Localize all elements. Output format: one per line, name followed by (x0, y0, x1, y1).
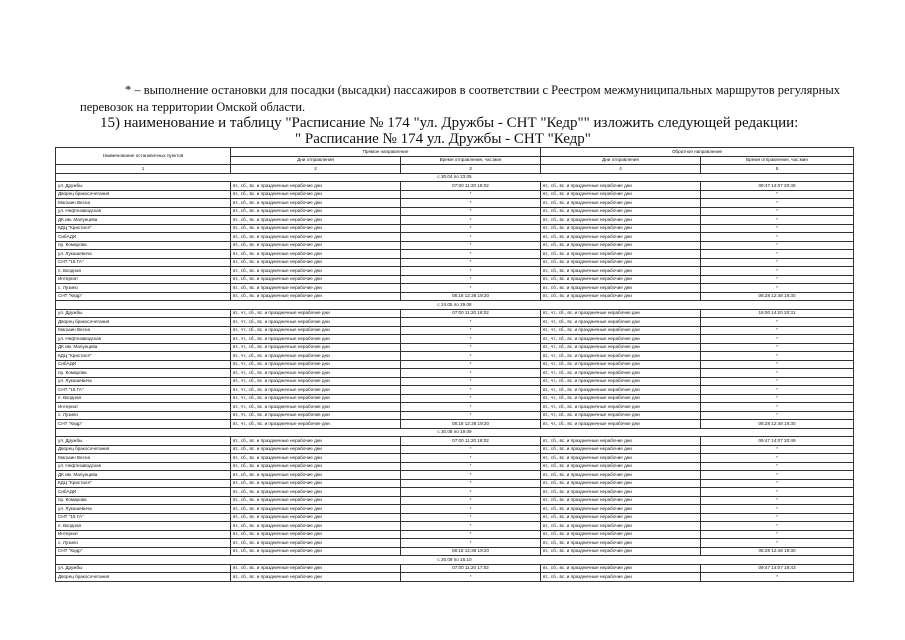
time-backward: 09:47 14:07 19:43 (701, 564, 854, 573)
days-backward: вт., чт., сб., вс. и праздничные нерабочие дни (541, 420, 701, 429)
time-backward: * (701, 377, 854, 386)
table-row (56, 513, 854, 522)
time-forward: * (401, 369, 541, 378)
stop-name: п. Входная (56, 267, 231, 276)
table-row (56, 292, 854, 301)
time-forward: * (401, 513, 541, 522)
days-forward: вт., сб., вс. и праздничные нерабочие дни (231, 573, 401, 582)
days-backward: вт., сб., вс. и праздничные нерабочие дни (541, 573, 701, 582)
table-row (56, 199, 854, 208)
column-number: 1 (56, 165, 231, 174)
days-backward: вт., чт., сб., вс. и праздничные нерабочие дни (541, 394, 701, 403)
table-row (56, 547, 854, 556)
days-forward: вт., сб., вс. и праздничные нерабочие дни (231, 547, 401, 556)
stop-name: с. Лузино (56, 539, 231, 548)
stop-name: ДК им. Малунцева (56, 471, 231, 480)
days-forward: вт., сб., вс. и праздничные нерабочие дни (231, 241, 401, 250)
time-forward: 08:18 12:38 19:20 (401, 547, 541, 556)
time-backward: 09:47 14:07 20:49 (701, 437, 854, 446)
time-backward: * (701, 318, 854, 327)
time-backward: * (701, 445, 854, 454)
days-backward: вт., сб., вс. и праздничные нерабочие дни (541, 471, 701, 480)
days-forward: вт., чт., сб., вс. и праздничные нерабочие дни (231, 318, 401, 327)
stop-name: п. Входная (56, 522, 231, 531)
days-forward: вт., сб., вс. и праздничные нерабочие дни (231, 233, 401, 242)
days-forward: вт., чт., сб., вс. и праздничные нерабочие дни (231, 377, 401, 386)
stop-name: Интернат (56, 530, 231, 539)
table-row (56, 420, 854, 429)
days-forward: вт., сб., вс. и праздничные нерабочие дни (231, 513, 401, 522)
table-row (56, 241, 854, 250)
time-forward: * (401, 250, 541, 259)
days-backward: вт., сб., вс. и праздничные нерабочие дни (541, 513, 701, 522)
time-backward: 09:47 14:07 20:49 (701, 182, 854, 191)
time-backward: * (701, 352, 854, 361)
days-backward: вт., сб., вс. и праздничные нерабочие дни (541, 207, 701, 216)
time-backward: * (701, 462, 854, 471)
days-backward: вт., чт., сб., вс. и праздничные нерабочие дни (541, 411, 701, 420)
table-row (56, 318, 854, 327)
time-forward: * (401, 462, 541, 471)
days-backward: вт., сб., вс. и праздничные нерабочие дни (541, 250, 701, 259)
time-forward: * (401, 216, 541, 225)
days-forward: вт., сб., вс. и праздничные нерабочие дни (231, 479, 401, 488)
days-forward: вт., сб., вс. и праздничные нерабочие дни (231, 199, 401, 208)
days-forward: вт., чт., сб., вс. и праздничные нерабочие дни (231, 411, 401, 420)
stop-name: ул. Нефтезаводская (56, 462, 231, 471)
days-backward: вт., сб., вс. и праздничные нерабочие дни (541, 547, 701, 556)
days-forward: вт., чт., сб., вс. и праздничные нерабочие дни (231, 420, 401, 429)
table-row (56, 403, 854, 412)
table-row (56, 539, 854, 548)
table-row (56, 309, 854, 318)
days-backward: вт., чт., сб., вс. и праздничные нерабочие дни (541, 377, 701, 386)
time-forward: * (401, 471, 541, 480)
stop-name: КДЦ "Кристалл" (56, 224, 231, 233)
days-forward: вт., сб., вс. и праздничные нерабочие дни (231, 530, 401, 539)
time-backward: * (701, 216, 854, 225)
days-forward: вт., сб., вс. и праздничные нерабочие дни (231, 284, 401, 293)
days-backward: вт., сб., вс. и праздничные нерабочие дни (541, 267, 701, 276)
time-backward: * (701, 360, 854, 369)
days-backward: вт., сб., вс. и праздничные нерабочие дни (541, 454, 701, 463)
table-row (56, 369, 854, 378)
table-row (56, 207, 854, 216)
time-forward: 08:18 12:38 19:20 (401, 420, 541, 429)
days-forward: вт., сб., вс. и праздничные нерабочие дни (231, 258, 401, 267)
stop-name: пр. Комарова (56, 241, 231, 250)
stop-name: ул. Лукашевича (56, 250, 231, 259)
header-forward-direction: Прямое направление (231, 148, 541, 157)
days-forward: вт., сб., вс. и праздничные нерабочие дни (231, 505, 401, 514)
stop-name: Магазин Весна (56, 199, 231, 208)
time-forward: * (401, 403, 541, 412)
schedule-body (56, 173, 854, 581)
days-forward: вт., чт., сб., вс. и праздничные нерабочие дни (231, 403, 401, 412)
days-backward: вт., чт., сб., вс. и праздничные нерабочие дни (541, 318, 701, 327)
table-row (56, 216, 854, 225)
period-label: с 24.05 по 29.08 (56, 301, 854, 310)
period-row (56, 556, 854, 565)
time-backward: 08:28 12:48 19:30 (701, 292, 854, 301)
time-backward: * (701, 224, 854, 233)
stop-name: ул. Дружбы (56, 182, 231, 191)
time-backward: 16:00 14:20 20:31 (701, 309, 854, 318)
time-forward: * (401, 530, 541, 539)
stop-name: СНТ "15 ГА" (56, 386, 231, 395)
time-backward: * (701, 394, 854, 403)
days-backward: вт., сб., вс. и праздничные нерабочие дни (541, 284, 701, 293)
days-backward: вт., чт., сб., вс. и праздничные нерабочие дни (541, 326, 701, 335)
stop-name: Интернат (56, 403, 231, 412)
table-row (56, 386, 854, 395)
days-backward: вт., сб., вс. и праздничные нерабочие дни (541, 496, 701, 505)
days-backward: вт., чт., сб., вс. и праздничные нерабочие дни (541, 309, 701, 318)
stop-name: СНТ "Кедр" (56, 420, 231, 429)
days-forward: вт., сб., вс. и праздничные нерабочие дни (231, 182, 401, 191)
days-backward: вт., сб., вс. и праздничные нерабочие дни (541, 505, 701, 514)
table-row (56, 233, 854, 242)
time-backward: * (701, 335, 854, 344)
stop-name: Дворец бракосочетания (56, 318, 231, 327)
days-forward: вт., сб., вс. и праздничные нерабочие дни (231, 454, 401, 463)
stop-name: КДЦ "Кристалл" (56, 352, 231, 361)
stop-name: с. Лузино (56, 284, 231, 293)
days-backward: вт., сб., вс. и праздничные нерабочие дни (541, 488, 701, 497)
days-backward: вт., сб., вс. и праздничные нерабочие дни (541, 445, 701, 454)
table-row (56, 479, 854, 488)
time-forward: * (401, 496, 541, 505)
days-backward: вт., сб., вс. и праздничные нерабочие дни (541, 190, 701, 199)
days-backward: вт., сб., вс. и праздничные нерабочие дни (541, 258, 701, 267)
days-forward: вт., сб., вс. и праздничные нерабочие дни (231, 471, 401, 480)
period-label: с 30.04 по 23.05 (56, 173, 854, 182)
time-backward: * (701, 454, 854, 463)
time-forward: * (401, 573, 541, 582)
time-forward: 07:00 11:20 18:02 (401, 437, 541, 446)
schedule-table (55, 147, 854, 582)
days-forward: вт., сб., вс. и праздничные нерабочие дни (231, 292, 401, 301)
days-forward: вт., сб., вс. и праздничные нерабочие дни (231, 539, 401, 548)
time-forward: * (401, 241, 541, 250)
stop-name: с. Лузино (56, 411, 231, 420)
days-backward: вт., сб., вс. и праздничные нерабочие дни (541, 522, 701, 531)
days-forward: вт., сб., вс. и праздничные нерабочие дни (231, 216, 401, 225)
header-time-backward: Время отправления, час:мин (701, 156, 854, 165)
time-forward: * (401, 258, 541, 267)
time-forward: 08:18 12:38 19:20 (401, 292, 541, 301)
table-row (56, 522, 854, 531)
stop-name: СибАДИ (56, 488, 231, 497)
column-number: 5 (701, 165, 854, 174)
time-forward: * (401, 199, 541, 208)
stop-name: ДК им. Малунцева (56, 343, 231, 352)
time-backward: * (701, 250, 854, 259)
days-backward: вт., сб., вс. и праздничные нерабочие дни (541, 182, 701, 191)
table-row (56, 445, 854, 454)
days-backward: вт., сб., вс. и праздничные нерабочие дни (541, 479, 701, 488)
time-backward: * (701, 403, 854, 412)
stop-name: ул. Дружбы (56, 309, 231, 318)
amendment-item-15: 15) наименование и таблицу "Расписание № 174 "ул. Дружбы - СНТ "Кедр"" изложить следующей редакции: (100, 115, 799, 131)
time-backward: * (701, 530, 854, 539)
days-backward: вт., чт., сб., вс. и праздничные нерабочие дни (541, 369, 701, 378)
time-forward: * (401, 335, 541, 344)
days-forward: вт., сб., вс. и праздничные нерабочие дни (231, 190, 401, 199)
table-row (56, 505, 854, 514)
table-row (56, 573, 854, 582)
header-days-forward: Дни отправления (231, 156, 401, 165)
time-forward: * (401, 488, 541, 497)
days-forward: вт., сб., вс. и праздничные нерабочие дни (231, 445, 401, 454)
time-backward: * (701, 284, 854, 293)
stop-name: Дворец бракосочетания (56, 190, 231, 199)
time-forward: * (401, 326, 541, 335)
days-forward: вт., сб., вс. и праздничные нерабочие дни (231, 496, 401, 505)
time-backward: * (701, 411, 854, 420)
days-backward: вт., сб., вс. и праздничные нерабочие дни (541, 275, 701, 284)
period-row (56, 301, 854, 310)
days-backward: вт., сб., вс. и праздничные нерабочие дни (541, 564, 701, 573)
time-forward: * (401, 522, 541, 531)
stop-name: ул. Дружбы (56, 437, 231, 446)
table-row (56, 462, 854, 471)
time-backward: * (701, 241, 854, 250)
column-number: 3 (401, 165, 541, 174)
time-forward: 07:00 11:20 18:02 (401, 182, 541, 191)
days-forward: вт., чт., сб., вс. и праздничные нерабочие дни (231, 360, 401, 369)
time-forward: * (401, 233, 541, 242)
time-backward: * (701, 275, 854, 284)
stop-name: СНТ "Кедр" (56, 292, 231, 301)
time-backward: * (701, 386, 854, 395)
table-row (56, 496, 854, 505)
stop-name: пр. Комарова (56, 369, 231, 378)
days-forward: вт., сб., вс. и праздничные нерабочие дни (231, 207, 401, 216)
time-forward: * (401, 386, 541, 395)
time-forward: * (401, 360, 541, 369)
time-forward: * (401, 343, 541, 352)
table-row (56, 530, 854, 539)
time-backward: * (701, 505, 854, 514)
time-backward: * (701, 207, 854, 216)
days-forward: вт., чт., сб., вс. и праздничные нерабочие дни (231, 343, 401, 352)
table-row (56, 326, 854, 335)
time-backward: * (701, 326, 854, 335)
time-backward: * (701, 233, 854, 242)
stop-name: СНТ "15 ГА" (56, 258, 231, 267)
table-row (56, 190, 854, 199)
days-forward: вт., сб., вс. и праздничные нерабочие дни (231, 267, 401, 276)
table-row (56, 224, 854, 233)
days-backward: вт., чт., сб., вс. и праздничные нерабочие дни (541, 352, 701, 361)
table-row (56, 284, 854, 293)
time-backward: * (701, 199, 854, 208)
time-backward: * (701, 573, 854, 582)
header-time-forward: Время отправления, час:мин (401, 156, 541, 165)
days-forward: вт., чт., сб., вс. и праздничные нерабочие дни (231, 326, 401, 335)
period-label: с 30.08 по 19.09 (56, 428, 854, 437)
table-row (56, 488, 854, 497)
time-forward: * (401, 394, 541, 403)
stop-name: СибАДИ (56, 233, 231, 242)
days-forward: вт., чт., сб., вс. и праздничные нерабочие дни (231, 394, 401, 403)
days-forward: вт., сб., вс. и праздничные нерабочие дни (231, 275, 401, 284)
time-backward: 08:28 12:48 19:30 (701, 547, 854, 556)
stop-name: ул. Дружбы (56, 564, 231, 573)
days-forward: вт., чт., сб., вс. и праздничные нерабочие дни (231, 386, 401, 395)
days-backward: вт., чт., сб., вс. и праздничные нерабочие дни (541, 360, 701, 369)
header-days-backward: Дни отправления (541, 156, 701, 165)
stop-name: п. Входная (56, 394, 231, 403)
days-backward: вт., сб., вс. и праздничные нерабочие дни (541, 241, 701, 250)
stop-name: СибАДИ (56, 360, 231, 369)
table-row (56, 267, 854, 276)
days-backward: вт., сб., вс. и праздничные нерабочие дни (541, 224, 701, 233)
days-backward: вт., чт., сб., вс. и праздничные нерабочие дни (541, 343, 701, 352)
days-forward: вт., сб., вс. и праздничные нерабочие дни (231, 224, 401, 233)
stop-name: ДК им. Малунцева (56, 216, 231, 225)
table-row (56, 182, 854, 191)
time-forward: * (401, 207, 541, 216)
days-backward: вт., сб., вс. и праздничные нерабочие дни (541, 199, 701, 208)
days-backward: вт., сб., вс. и праздничные нерабочие дни (541, 437, 701, 446)
days-backward: вт., чт., сб., вс. и праздничные нерабочие дни (541, 335, 701, 344)
header-stop: Наименование остановочных пунктов (56, 148, 231, 165)
time-forward: * (401, 224, 541, 233)
period-row (56, 428, 854, 437)
days-forward: вт., сб., вс. и праздничные нерабочие дни (231, 522, 401, 531)
days-forward: вт., сб., вс. и праздничные нерабочие дни (231, 437, 401, 446)
days-backward: вт., чт., сб., вс. и праздничные нерабочие дни (541, 403, 701, 412)
days-backward: вт., сб., вс. и праздничные нерабочие дни (541, 233, 701, 242)
days-backward: вт., сб., вс. и праздничные нерабочие дни (541, 530, 701, 539)
days-forward: вт., сб., вс. и праздничные нерабочие дни (231, 564, 401, 573)
stop-name: пр. Комарова (56, 496, 231, 505)
stop-name: ул. Нефтезаводская (56, 335, 231, 344)
days-backward: вт., сб., вс. и праздничные нерабочие дни (541, 462, 701, 471)
time-backward: * (701, 343, 854, 352)
column-number: 4 (541, 165, 701, 174)
time-forward: * (401, 352, 541, 361)
time-forward: * (401, 318, 541, 327)
table-row (56, 437, 854, 446)
table-row (56, 343, 854, 352)
time-forward: * (401, 284, 541, 293)
stop-name: Интернат (56, 275, 231, 284)
days-backward: вт., сб., вс. и праздничные нерабочие дни (541, 539, 701, 548)
days-forward: вт., сб., вс. и праздничные нерабочие дни (231, 462, 401, 471)
table-row (56, 250, 854, 259)
stop-name: Магазин Весна (56, 326, 231, 335)
stop-name: ул. Лукашевича (56, 505, 231, 514)
schedule-title: " Расписание № 174 ул. Дружбы - СНТ "Кедр" (295, 131, 591, 147)
period-label: с 20.09 по 16.10 (56, 556, 854, 565)
table-row (56, 377, 854, 386)
footnote-text: * – выполнение остановки для посадки (высадки) пассажиров в соответствии с Реестром межмуниципальных маршрутов регулярных перевозок на территории Омской области. (80, 83, 840, 114)
time-forward: 07:00 11:20 17:02 (401, 564, 541, 573)
days-forward: вт., сб., вс. и праздничные нерабочие дни (231, 488, 401, 497)
time-forward: * (401, 539, 541, 548)
time-backward: 08:28 12:48 19:30 (701, 420, 854, 429)
time-backward: * (701, 488, 854, 497)
time-backward: * (701, 496, 854, 505)
time-backward: * (701, 513, 854, 522)
stop-name: Дворец бракосочетания (56, 573, 231, 582)
stop-name: ул. Лукашевича (56, 377, 231, 386)
days-backward: вт., сб., вс. и праздничные нерабочие дни (541, 216, 701, 225)
column-number: 2 (231, 165, 401, 174)
time-forward: 07:00 11:20 18:02 (401, 309, 541, 318)
time-backward: * (701, 479, 854, 488)
time-forward: * (401, 411, 541, 420)
stop-name: КДЦ "Кристалл" (56, 479, 231, 488)
table-row (56, 258, 854, 267)
days-backward: вт., чт., сб., вс. и праздничные нерабочие дни (541, 386, 701, 395)
time-backward: * (701, 522, 854, 531)
days-forward: вт., сб., вс. и праздничные нерабочие дни (231, 250, 401, 259)
time-backward: * (701, 267, 854, 276)
table-row (56, 275, 854, 284)
time-backward: * (701, 369, 854, 378)
time-forward: * (401, 190, 541, 199)
time-backward: * (701, 539, 854, 548)
time-backward: * (701, 471, 854, 480)
stop-name: СНТ "15 ГА" (56, 513, 231, 522)
table-row (56, 454, 854, 463)
table-row (56, 360, 854, 369)
time-forward: * (401, 505, 541, 514)
table-row (56, 471, 854, 480)
time-forward: * (401, 267, 541, 276)
stop-name: Магазин Весна (56, 454, 231, 463)
days-forward: вт., чт., сб., вс. и праздничные нерабочие дни (231, 369, 401, 378)
time-forward: * (401, 479, 541, 488)
table-row (56, 335, 854, 344)
stop-name: СНТ "Кедр" (56, 547, 231, 556)
time-forward: * (401, 445, 541, 454)
stop-name: Дворец бракосочетания (56, 445, 231, 454)
table-row (56, 564, 854, 573)
time-backward: * (701, 258, 854, 267)
time-forward: * (401, 454, 541, 463)
table-row (56, 394, 854, 403)
days-backward: вт., сб., вс. и праздничные нерабочие дни (541, 292, 701, 301)
time-backward: * (701, 190, 854, 199)
header-backward-direction: Обратное направление (541, 148, 854, 157)
time-forward: * (401, 377, 541, 386)
stop-name: ул. Нефтезаводская (56, 207, 231, 216)
days-forward: вт., чт., сб., вс. и праздничные нерабочие дни (231, 352, 401, 361)
table-row (56, 352, 854, 361)
days-forward: вт., чт., сб., вс. и праздничные нерабочие дни (231, 309, 401, 318)
days-forward: вт., чт., сб., вс. и праздничные нерабочие дни (231, 335, 401, 344)
table-row (56, 411, 854, 420)
period-row (56, 173, 854, 182)
time-forward: * (401, 275, 541, 284)
